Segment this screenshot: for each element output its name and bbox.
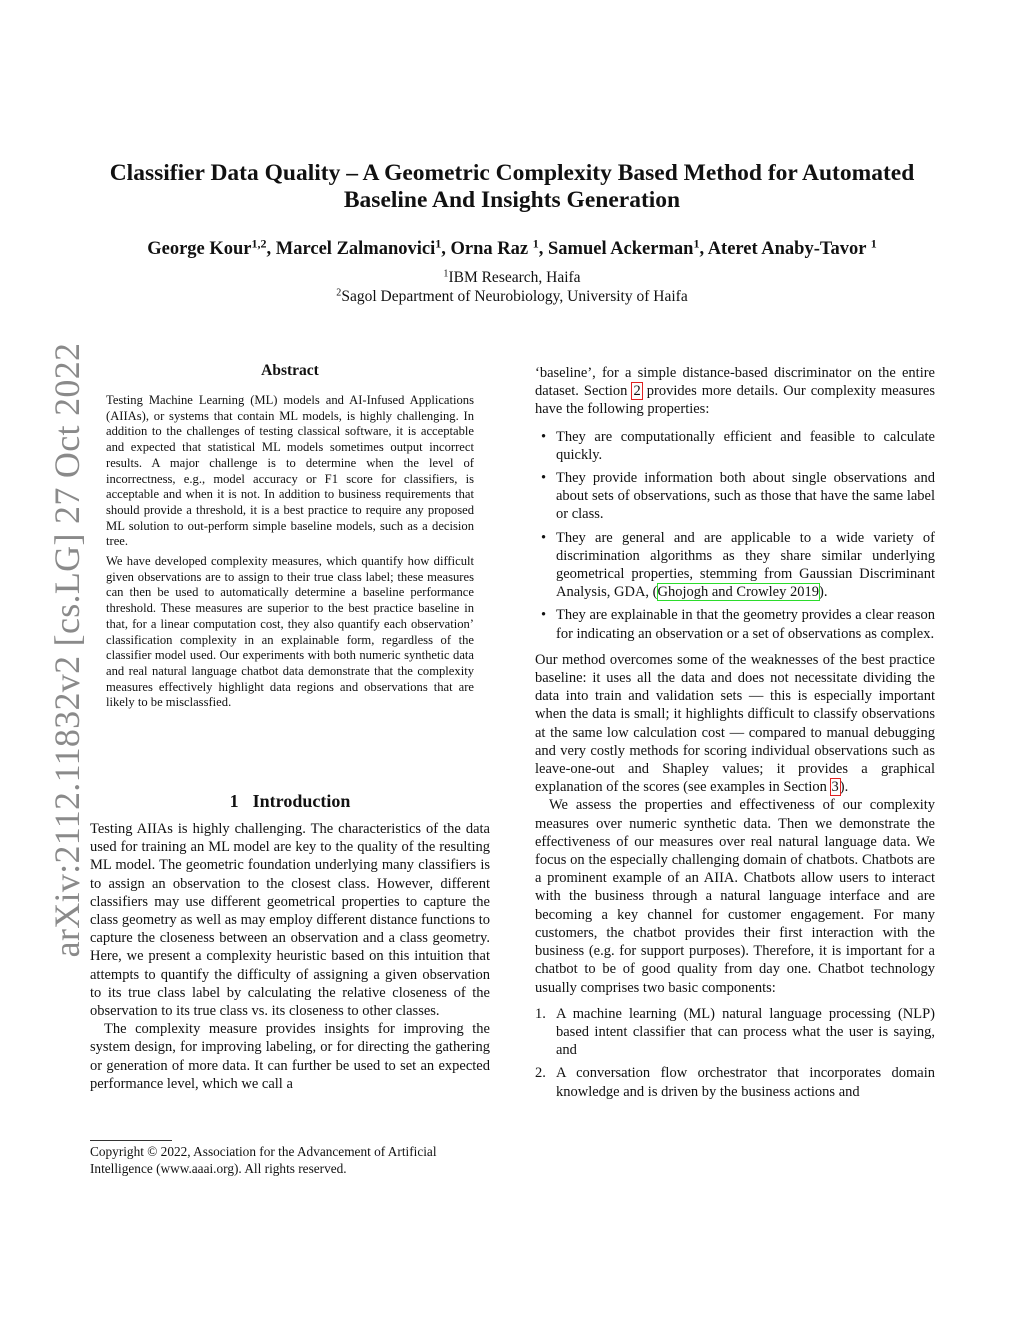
paper-title: Classifier Data Quality – A Geometric Complexity Based Method for Automated Baseline And Insights Generation: [109, 160, 915, 213]
affiliation: [90, 268, 934, 287]
author-separator: ,: [441, 239, 451, 259]
footnote-divider: [90, 1140, 172, 1141]
author-affiliation-mark: 1: [532, 236, 539, 251]
abstract-body: [106, 393, 474, 715]
arxiv-sidebar: [0, 0, 90, 1325]
body-paragraph: Testing AIIAs is highly challenging. The characteristics of the data used for training an ML model are key to the quality of the resulting ML model. The geometric foundation underlying many classifiers is to assign an observation to the closest class. However, different classifiers may use different geometrical properties to capture the class geometry as well as may employ different distance functions to capture the closeness between an observation and a class geometry. Here, we present a complexity heuristic based on this intuition that attempts to quantify the difficulty of assigning a given observation to its true class label by calculating the relative closeness of the observation to its true class vs. its closeness to other classes.: [90, 821, 490, 1020]
author-separator: ,: [266, 239, 276, 259]
list-item: [535, 428, 935, 464]
author-affiliation-mark: 1: [870, 236, 877, 251]
citation-authors: Ghojogh and Crowley: [657, 584, 787, 601]
list-item: [535, 1064, 935, 1100]
list-item-text: They are computationally efficient and feasible to calculate quickly.: [556, 428, 935, 463]
affiliation-mark: 1: [443, 268, 449, 280]
copyright-footnote: Copyright © 2022, Association for the Advancement of Artificial Intelligence (www.aaai.org). All rights reserved.: [90, 1144, 437, 1176]
bullet-icon: •: [541, 529, 547, 546]
arxiv-identifier: arXiv:2112.11832v2 [cs.LG] 27 Oct 2022: [47, 342, 87, 958]
citation-year: 2019: [790, 584, 819, 601]
text-run: ‘baseline’, for a simple distance-based discriminator on the entire dataset. Section: [535, 365, 935, 400]
section-heading-introduction: [90, 791, 490, 812]
affiliation: [90, 287, 934, 306]
body-paragraph: [535, 651, 935, 797]
author-name: George Kour: [147, 239, 252, 259]
author-separator: ,: [699, 239, 708, 259]
properties-list: [535, 428, 935, 643]
bullet-icon: •: [541, 470, 547, 487]
section-title: Introduction: [252, 791, 351, 811]
list-item: [535, 469, 935, 524]
section-link[interactable]: 2: [633, 383, 641, 400]
list-number: 1.: [535, 1005, 546, 1022]
author-affiliation-mark: 1,2: [251, 236, 267, 251]
list-item-text: A machine learning (ML) natural language processing (NLP) based intent classifier that can process what the user is saying, and: [556, 1005, 935, 1059]
list-item-text: They are general and are applicable to a wide variety of discrimination algorithms as they share similar underlying geometrical properties, stemming from Gaussian Discriminant Analysis, GDA, (: [556, 529, 935, 601]
text-run: provides more details. Our complexity measures have the following properties:: [535, 383, 935, 418]
bullet-icon: •: [541, 428, 547, 445]
affiliation-list: [90, 268, 934, 306]
author-name: Marcel Zalmanovici: [275, 239, 436, 259]
text-run: Our method overcomes some of the weaknesses of the best practice baseline: it uses all the data and does not necessitate dividing the data into train and validation sets — this is especially important when the data is small; it highlights difficult to classify observations at the same low calculation cost — compared to manual debugging and very costly methods for scoring individual observations such as leave-one-out and Shapley values; it provides a graphical explanation of the scores (see examples in Section: [535, 651, 935, 796]
section-link[interactable]: 3: [831, 779, 839, 796]
abstract-heading: Abstract: [261, 362, 319, 379]
author-name: Orna Raz: [450, 239, 533, 259]
list-number: 2.: [535, 1065, 546, 1082]
author-list: [90, 236, 934, 262]
abstract-paragraph: Testing Machine Learning (ML) models and AI-Infused Applications (AIIAs), or systems that contain ML models, is highly challenging. In addition to the challenges of testing classical software, it is acceptable and expected that statistical ML models sometimes output incorrect results. A major challenge is to determine when the level of incorrectness, e.g., model accuracy or F1 score for classifiers, is acceptable and when it is not. In addition to business requirements that should provide a threshold, it is a best practice to require any proposed ML solution to out-perform simple baseline models, such as a decision tree.: [106, 393, 474, 549]
components-list: [535, 1005, 935, 1101]
author-name: Samuel Ackerman: [548, 239, 694, 259]
affiliation-text: Sagol Department of Neurobiology, University of Haifa: [341, 288, 688, 305]
bullet-icon: •: [541, 607, 547, 624]
section-number: 1: [229, 791, 239, 811]
list-item: [535, 1005, 935, 1060]
author-separator: ,: [538, 239, 548, 259]
list-item-text: They are explainable in that the geometry provides a clear reason for indicating an observation or a set of observations as complex.: [556, 607, 935, 642]
author-affiliation-mark: 1: [435, 236, 442, 251]
affiliation-text: IBM Research, Haifa: [448, 269, 581, 286]
introduction-body: [90, 820, 490, 1093]
body-paragraph: The complexity measure provides insights for improving the system design, for improving labeling, or for directing the gathering or generation of more data. It can further be used to set an expected performance level, which we call a: [90, 1021, 490, 1092]
body-paragraph: We assess the properties and effectiveness of our complexity measures over numeric synthetic data. Then we demonstrate the effectiveness of our measures over real natural language data. We focus on the especially challenging domain of chatbots. Chatbots are a prominent example of an AIIA. Chatbots allow users to interact with the business through a natural language interface and are becoming a key channel for customer engagement. For many customers, the chatbot provides their first interaction with the business (e.g. for support purposes). Therefore, it is important for a chatbot to be of good quality from day one. Chatbot technology usually comprises two basic components:: [535, 797, 935, 996]
author-name: Ateret Anaby-Tavor: [707, 239, 871, 259]
text-run: ).: [819, 584, 828, 601]
affiliation-mark: 2: [336, 287, 342, 299]
right-column: [535, 364, 935, 1106]
list-item: [535, 606, 935, 642]
citation-link[interactable]: [658, 584, 820, 600]
author-affiliation-mark: 1: [693, 236, 700, 251]
list-item: [535, 529, 935, 602]
list-item-text: A conversation flow orchestrator that incorporates domain knowledge and is driven by the business actions and: [556, 1065, 935, 1100]
body-paragraph: [535, 364, 935, 419]
list-item-text: They provide information both about single observations and about sets of observations, such as those that have the same label or class.: [556, 470, 935, 523]
abstract-paragraph: We have developed complexity measures, which quantify how difficult given observations are to assign to their true class label; these measures can then be used to automatically determine a baseline performance threshold. These measures are superior to the best practice baseline in that, for a linear computation cost, they also quantify each observation’ classification complexity in an explainable form, regardless of the classifier model used. Our experiments with both numeric synthetic data and real natural language chatbot data demonstrate that the complexity measures effectively highlight data regions and observations that are likely to be misclassfied.: [106, 554, 474, 710]
text-run: ).: [839, 779, 849, 796]
